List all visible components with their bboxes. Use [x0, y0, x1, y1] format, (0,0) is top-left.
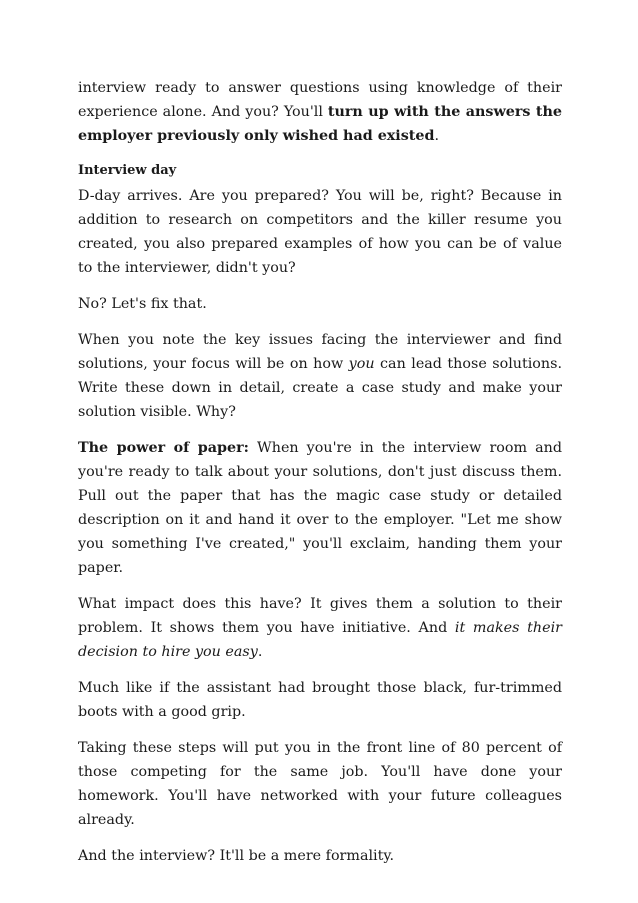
paragraph-key-issues	[78, 328, 562, 424]
paragraph-text: When you're in the interview room and you're ready to talk about your solutions, don't just discuss them. Pull out the paper that has the magic case study or detailed description on it and hand it over to the employer. "Let me show you something I've created," you'll exclaim, handing them your paper.	[78, 440, 562, 576]
paragraph-text: What impact does this have? It gives them a solution to their problem. It shows them you have initiative. And	[78, 596, 562, 636]
section-heading: Interview day	[78, 163, 177, 178]
paragraph-text: When you note the key issues facing the interviewer and find solutions, your focus will be on how	[78, 332, 562, 372]
paragraph-boots: Much like if the assistant had brought those black, fur-trimmed boots with a good grip.	[78, 680, 562, 720]
document-page	[78, 76, 562, 880]
paragraph-power-of-paper	[78, 436, 562, 580]
paragraph-front-line: Taking these steps will put you in the front line of 80 percent of those competing for the same job. You'll have done your homework. You'll have networked with your future colleagues already.	[78, 740, 562, 828]
paragraph-text: interview ready to answer questions using knowledge of their experience alone. And you? You'll	[78, 80, 562, 120]
italic-text: you	[348, 356, 375, 372]
bold-lead-in: The power of paper:	[78, 440, 249, 456]
paragraph-fix-that: No? Let's fix that.	[78, 296, 207, 312]
paragraph-d-day: D-day arrives. Are you prepared? You will be, right? Because in addition to research on competitors and the killer resume you created, you also prepared examples of how you can be of value to the interviewer, didn't you?	[78, 188, 562, 276]
paragraph-text: can lead those solutions. Write these down in detail, create a case study and make your solution visible. Why?	[78, 356, 562, 420]
paragraph-formality: And the interview? It'll be a mere formality.	[78, 848, 395, 864]
italic-text: it makes their decision to hire you easy	[78, 620, 562, 660]
paragraph-impact	[78, 592, 562, 664]
paragraph-text: .	[434, 128, 440, 144]
bold-text: turn up with the answers the employer previously only wished had existed	[78, 104, 562, 144]
paragraph-text: .	[257, 644, 263, 660]
paragraph-interview-ready	[78, 76, 562, 148]
